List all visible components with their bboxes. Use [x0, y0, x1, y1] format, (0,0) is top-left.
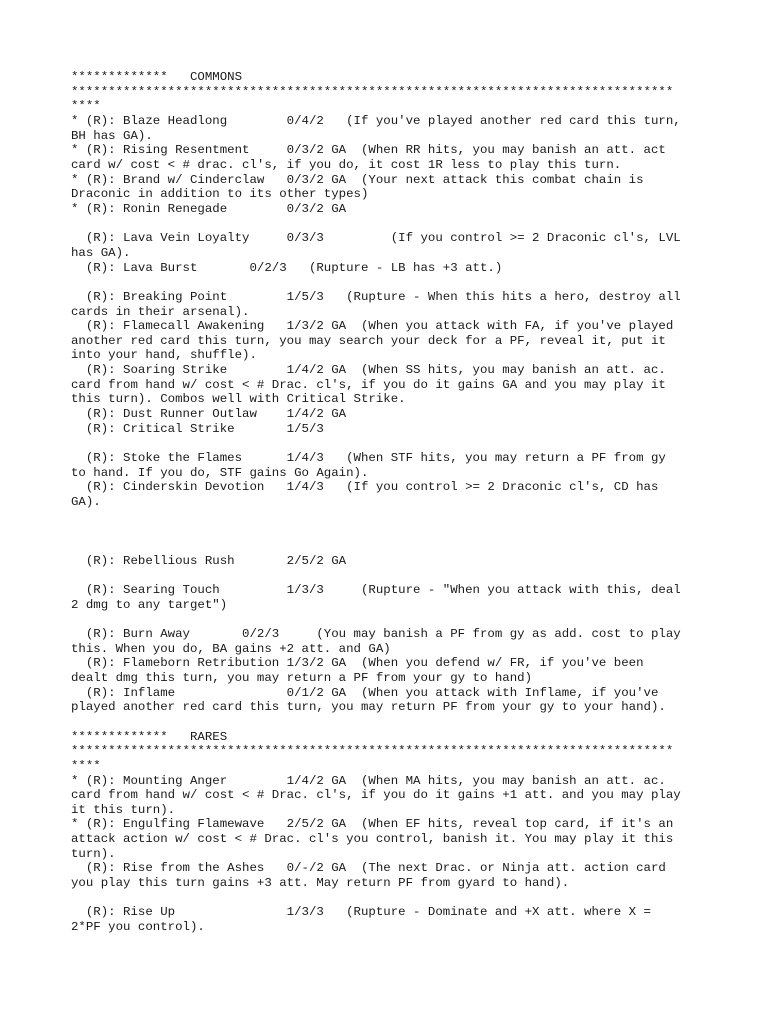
text-line: (R): Flameborn Retribution 1/3/2 GA (When you defend w/ FR, if you've been — [71, 656, 644, 671]
text-line: this turn). Combos well with Critical Strike. — [71, 392, 406, 407]
text-line: * (R): Engulfing Flamewave 2/5/2 GA (When EF hits, reveal top card, if it's an — [71, 817, 674, 832]
text-line: * (R): Mounting Anger 1/4/2 GA (When MA hits, you may banish an att. ac. — [71, 773, 666, 788]
text-line: (R): Stoke the Flames 1/4/3 (When STF hits, you may return a PF from gy — [71, 451, 666, 466]
text-line: (R): Lava Burst 0/2/3 (Rupture - LB has +3 att.) — [71, 260, 503, 275]
document-page — [71, 70, 761, 935]
text-line: this. When you do, BA gains +2 att. and GA) — [71, 641, 391, 656]
text-line: BH has GA). — [71, 128, 153, 143]
text-line: (R): Cinderskin Devotion 1/4/3 (If you control >= 2 Draconic cl's, CD has — [71, 480, 659, 495]
text-line: GA). — [71, 495, 101, 510]
text-line: * (R): Blaze Headlong 0/4/2 (If you've played another red card this turn, — [71, 113, 681, 128]
text-line: (R): Dust Runner Outlaw 1/4/2 GA — [71, 407, 347, 422]
text-line: (R): Rise from the Ashes 0/-/2 GA (The next Drac. or Ninja att. action card — [71, 861, 666, 876]
text-line: cards in their arsenal). — [71, 304, 250, 319]
text-line: card from hand w/ cost < # Drac. cl's, if you do it gains GA and you may play it — [71, 377, 666, 392]
text-line: ********************************************************************************* — [71, 84, 674, 99]
text-line: another red card this turn, you may search your deck for a PF, reveal it, put it — [71, 333, 666, 348]
text-line: * (R): Brand w/ Cinderclaw 0/3/2 GA (Your next attack this combat chain is — [71, 172, 644, 187]
text-line: (R): Flamecall Awakening 1/3/2 GA (When you attack with FA, if you've played — [71, 319, 674, 334]
text-line: 2*PF you control). — [71, 920, 205, 935]
text-line: (R): Breaking Point 1/5/3 (Rupture - When this hits a hero, destroy all — [71, 289, 681, 304]
text-line: played another red card this turn, you may return PF from your gy to your hand). — [71, 700, 666, 715]
text-line: (R): Inflame 0/1/2 GA (When you attack with Inflame, if you've — [71, 685, 659, 700]
text-line: it this turn). — [71, 802, 176, 817]
document-text — [71, 70, 761, 935]
text-line: (R): Burn Away 0/2/3 (You may banish a PF from gy as add. cost to play — [71, 626, 681, 641]
text-line: (R): Rise Up 1/3/3 (Rupture - Dominate and +X att. where X = — [71, 905, 651, 920]
text-line: ********************************************************************************* — [71, 744, 674, 759]
text-line: (R): Rebellious Rush 2/5/2 GA — [71, 553, 347, 568]
text-line: * (R): Ronin Renegade 0/3/2 GA — [71, 201, 347, 216]
text-line: you play this turn gains +3 att. May return PF from gyard to hand). — [71, 876, 570, 891]
text-line: ************* COMMONS — [71, 70, 243, 84]
text-line: attack action w/ cost < # Drac. cl's you control, banish it. You may play it this — [71, 832, 674, 847]
text-line: * (R): Rising Resentment 0/3/2 GA (When RR hits, you may banish an att. act — [71, 143, 666, 158]
text-line: card w/ cost < # drac. cl's, if you do, it cost 1R less to play this turn. — [71, 157, 622, 172]
text-line: card from hand w/ cost < # Drac. cl's, if you do it gains +1 att. and you may play — [71, 788, 681, 803]
text-line: (R): Critical Strike 1/5/3 — [71, 421, 324, 436]
text-line: 2 dmg to any target") — [71, 597, 228, 612]
text-line: (R): Soaring Strike 1/4/2 GA (When SS hits, you may banish an att. ac. — [71, 363, 666, 378]
text-line: Draconic in addition to its other types) — [71, 187, 369, 202]
text-line: (R): Searing Touch 1/3/3 (Rupture - "When you attack with this, deal — [71, 582, 681, 597]
text-line: into your hand, shuffle). — [71, 348, 257, 363]
text-line: (R): Lava Vein Loyalty 0/3/3 (If you control >= 2 Draconic cl's, LVL — [71, 231, 681, 246]
text-line: to hand. If you do, STF gains Go Again). — [71, 465, 369, 480]
text-line: **** — [71, 99, 101, 114]
text-line: ************* RARES — [71, 729, 228, 744]
text-line: **** — [71, 758, 101, 773]
text-line: has GA). — [71, 245, 131, 260]
text-line: dealt dmg this turn, you may return a PF from your gy to hand) — [71, 670, 533, 685]
text-line: turn). — [71, 846, 116, 861]
